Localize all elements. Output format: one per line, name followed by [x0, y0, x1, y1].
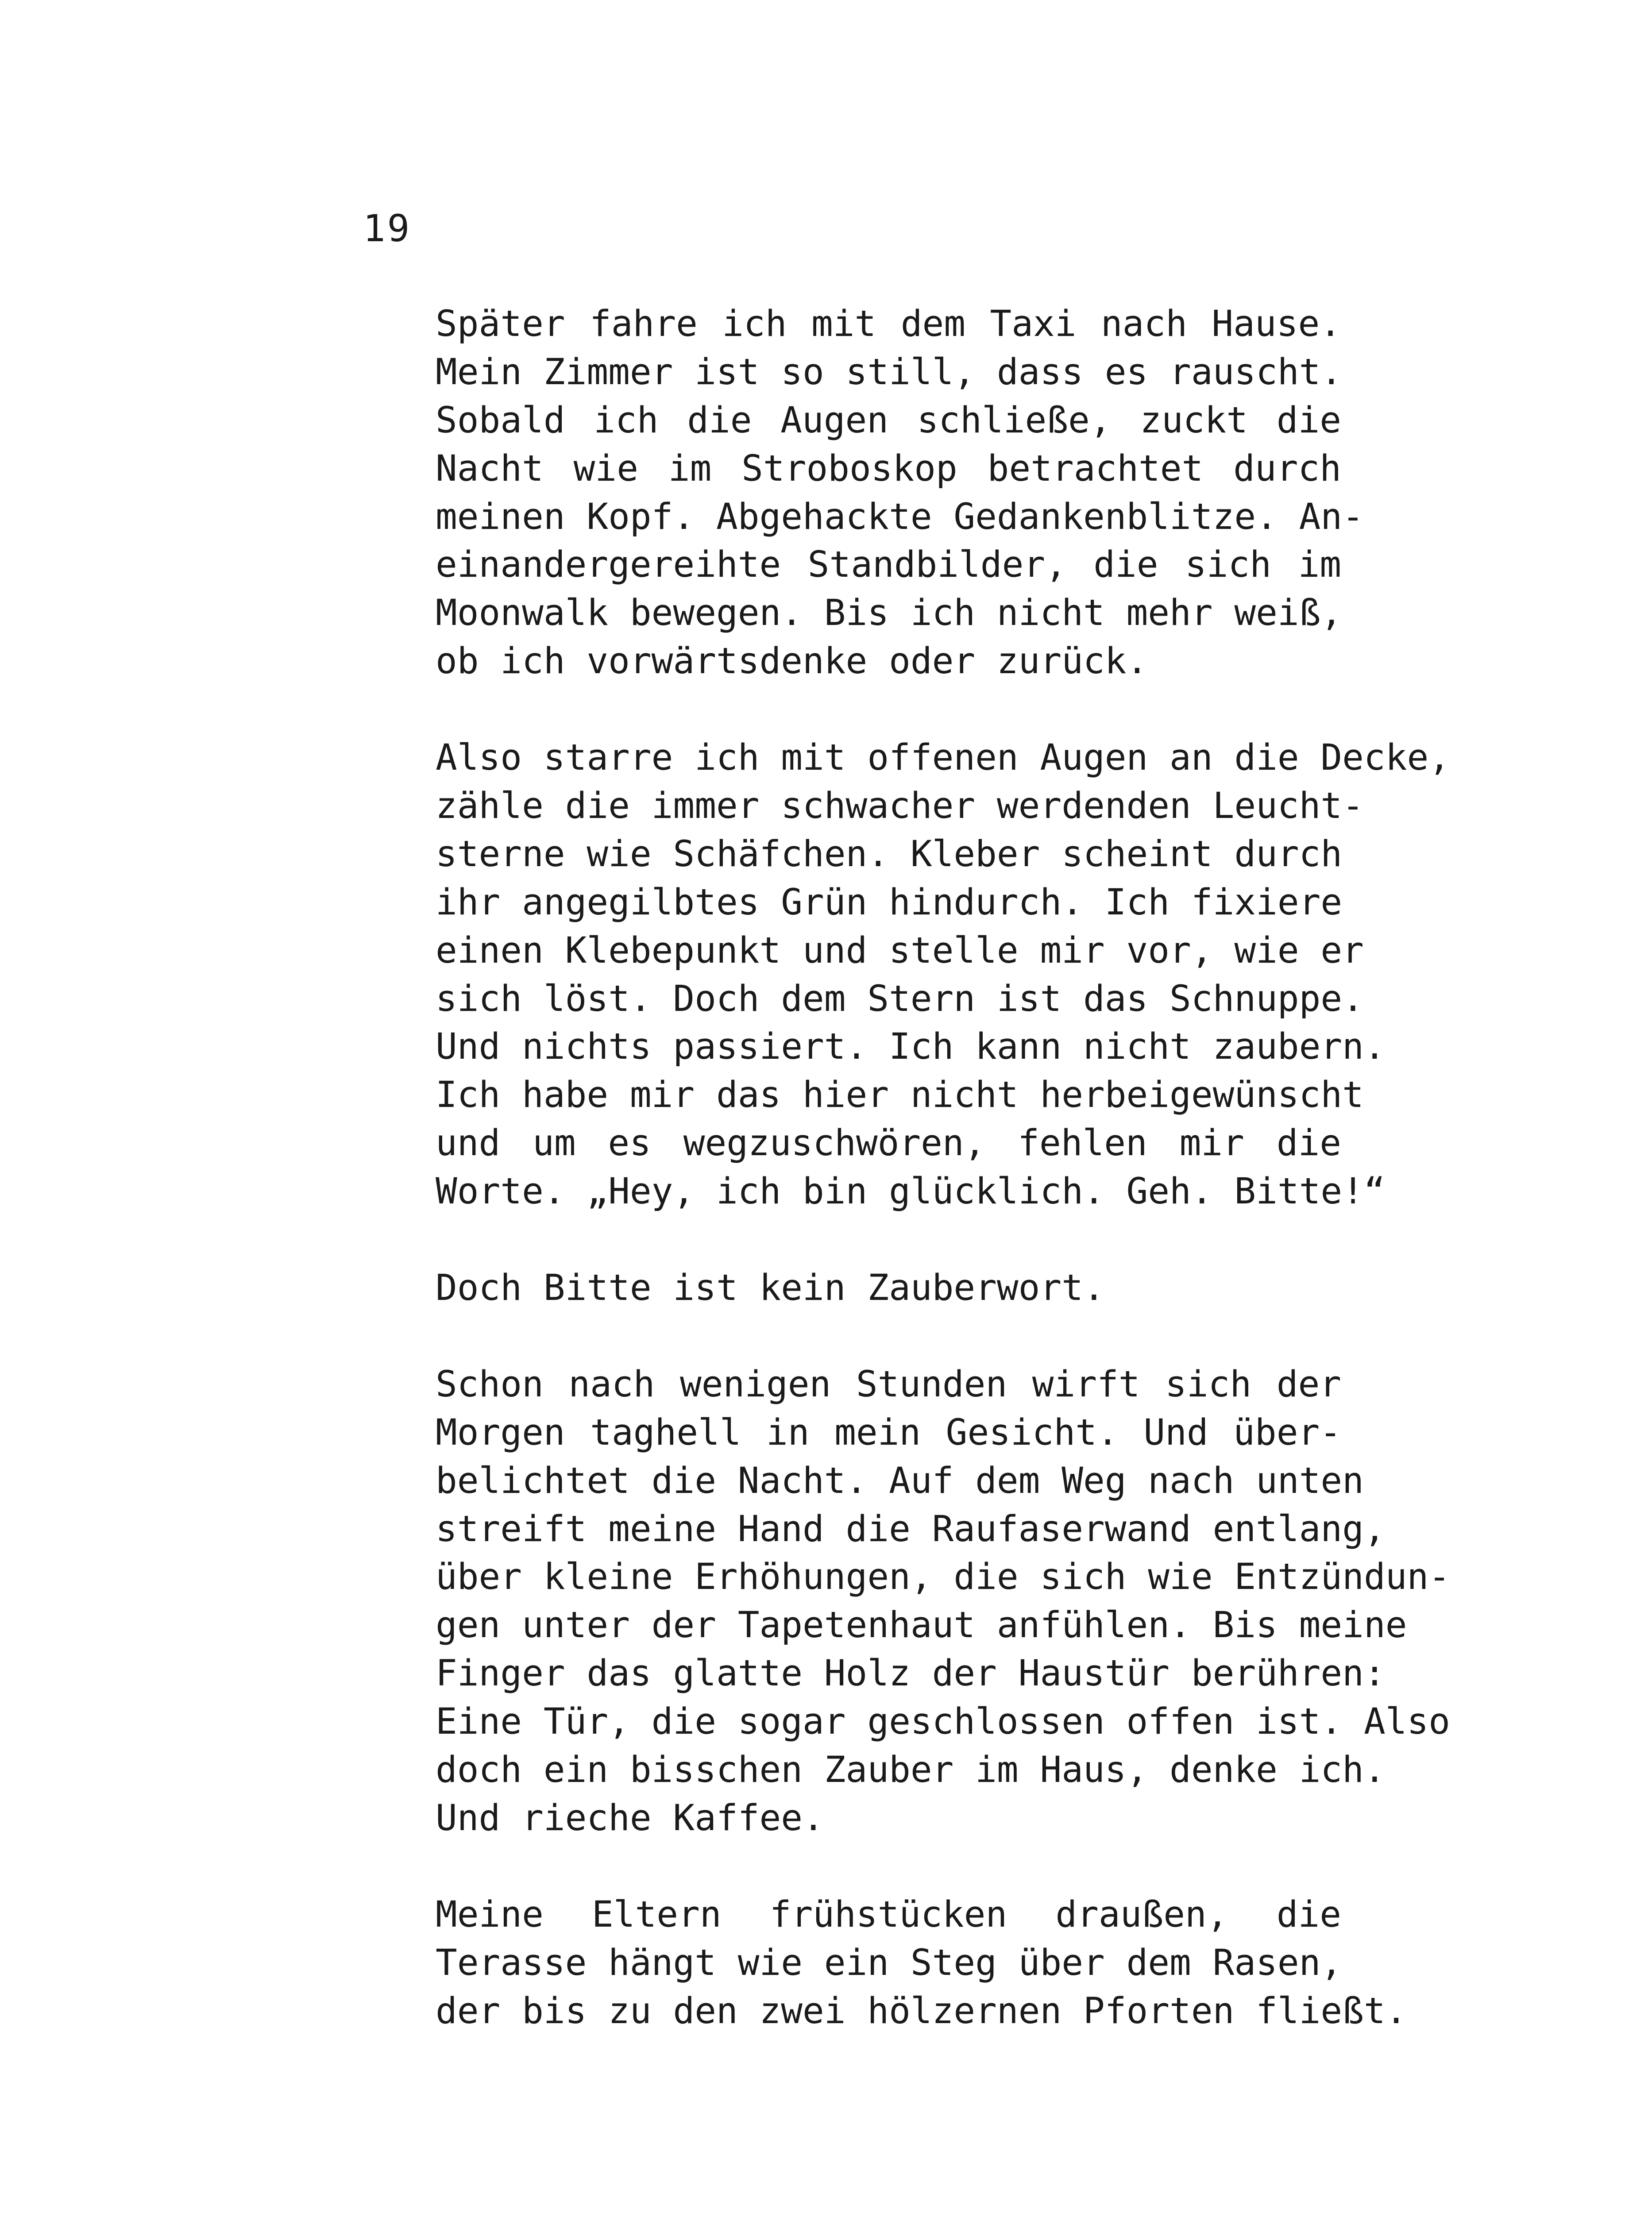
text-line: ob ich vorwärtsdenke oder zurück. [436, 640, 1148, 682]
text-line: belichtet die Nacht. Auf dem Weg nach unten [436, 1460, 1364, 1502]
text-line: Doch Bitte ist kein Zauberwort. [436, 1267, 1105, 1309]
text-line: Finger das glatte Holz der Haustür berühren: [436, 1653, 1386, 1695]
text-line: sterne wie Schäfchen. Kleber scheint durch [436, 833, 1343, 875]
text-line: der bis zu den zwei hölzernen Pforten fließt. [436, 1990, 1407, 2032]
text-line: Und nichts passiert. Ich kann nicht zaubern. [436, 1026, 1386, 1068]
text-line: Morgen taghell in mein Gesicht. Und über- [436, 1411, 1341, 1453]
text-line: Mein Zimmer ist so still, dass es rauscht. [436, 351, 1343, 393]
text-line: Meine Eltern frühstücken draußen, die [436, 1893, 1341, 1935]
text-line: gen unter der Tapetenhaut anfühlen. Bis meine [436, 1604, 1407, 1646]
paragraph [436, 300, 1364, 686]
text-line: zähle die immer schwacher werdenden Leucht- [436, 785, 1364, 827]
text-line: Später fahre ich mit dem Taxi nach Hause. [436, 303, 1341, 345]
text-line: Nacht wie im Stroboskop betrachtet durch [436, 447, 1341, 490]
paragraph [436, 1264, 1341, 1312]
paragraph [436, 1891, 1407, 2036]
text-line: Worte. „Hey, ich bin glücklich. Geh. Bitte!“ [436, 1171, 1386, 1213]
text-line: doch ein bisschen Zauber im Haus, denke ich. [436, 1749, 1386, 1791]
text-line: Also starre ich mit offenen Augen an die Decke, [436, 737, 1451, 779]
text-line: Ich habe mir das hier nicht herbeigewünscht [436, 1074, 1364, 1116]
text-line: Moonwalk bewegen. Bis ich nicht mehr weiß, [436, 592, 1343, 634]
paragraph [436, 1361, 1451, 1843]
text-line: Schon nach wenigen Stunden wirft sich der [436, 1363, 1341, 1405]
text-line: einen Klebepunkt und stelle mir vor, wie er [436, 929, 1364, 972]
text-line: streift meine Hand die Raufaserwand entlang, [436, 1508, 1386, 1550]
text-line: sich löst. Doch dem Stern ist das Schnuppe. [436, 978, 1364, 1020]
text-line: Sobald ich die Augen schließe, zuckt die [436, 399, 1341, 441]
text-line: über kleine Erhöhungen, die sich wie Entzündun- [436, 1556, 1451, 1598]
text-line: ihr angegilbtes Grün hindurch. Ich fixiere [436, 881, 1343, 923]
text-line: Terasse hängt wie ein Steg über dem Rasen, [436, 1942, 1343, 1984]
paragraph [436, 734, 1451, 1216]
body-text [436, 300, 1451, 2084]
page-number: 19 [363, 207, 412, 250]
text-line: meinen Kopf. Abgehackte Gedankenblitze. An- [436, 496, 1364, 538]
text-line: Und rieche Kaffee. [436, 1797, 824, 1839]
text-line: Eine Tür, die sogar geschlossen offen ist. Also [436, 1701, 1451, 1743]
text-line: und um es wegzuschwören, fehlen mir die [436, 1122, 1341, 1164]
text-line: einandergereihte Standbilder, die sich im [436, 544, 1341, 586]
